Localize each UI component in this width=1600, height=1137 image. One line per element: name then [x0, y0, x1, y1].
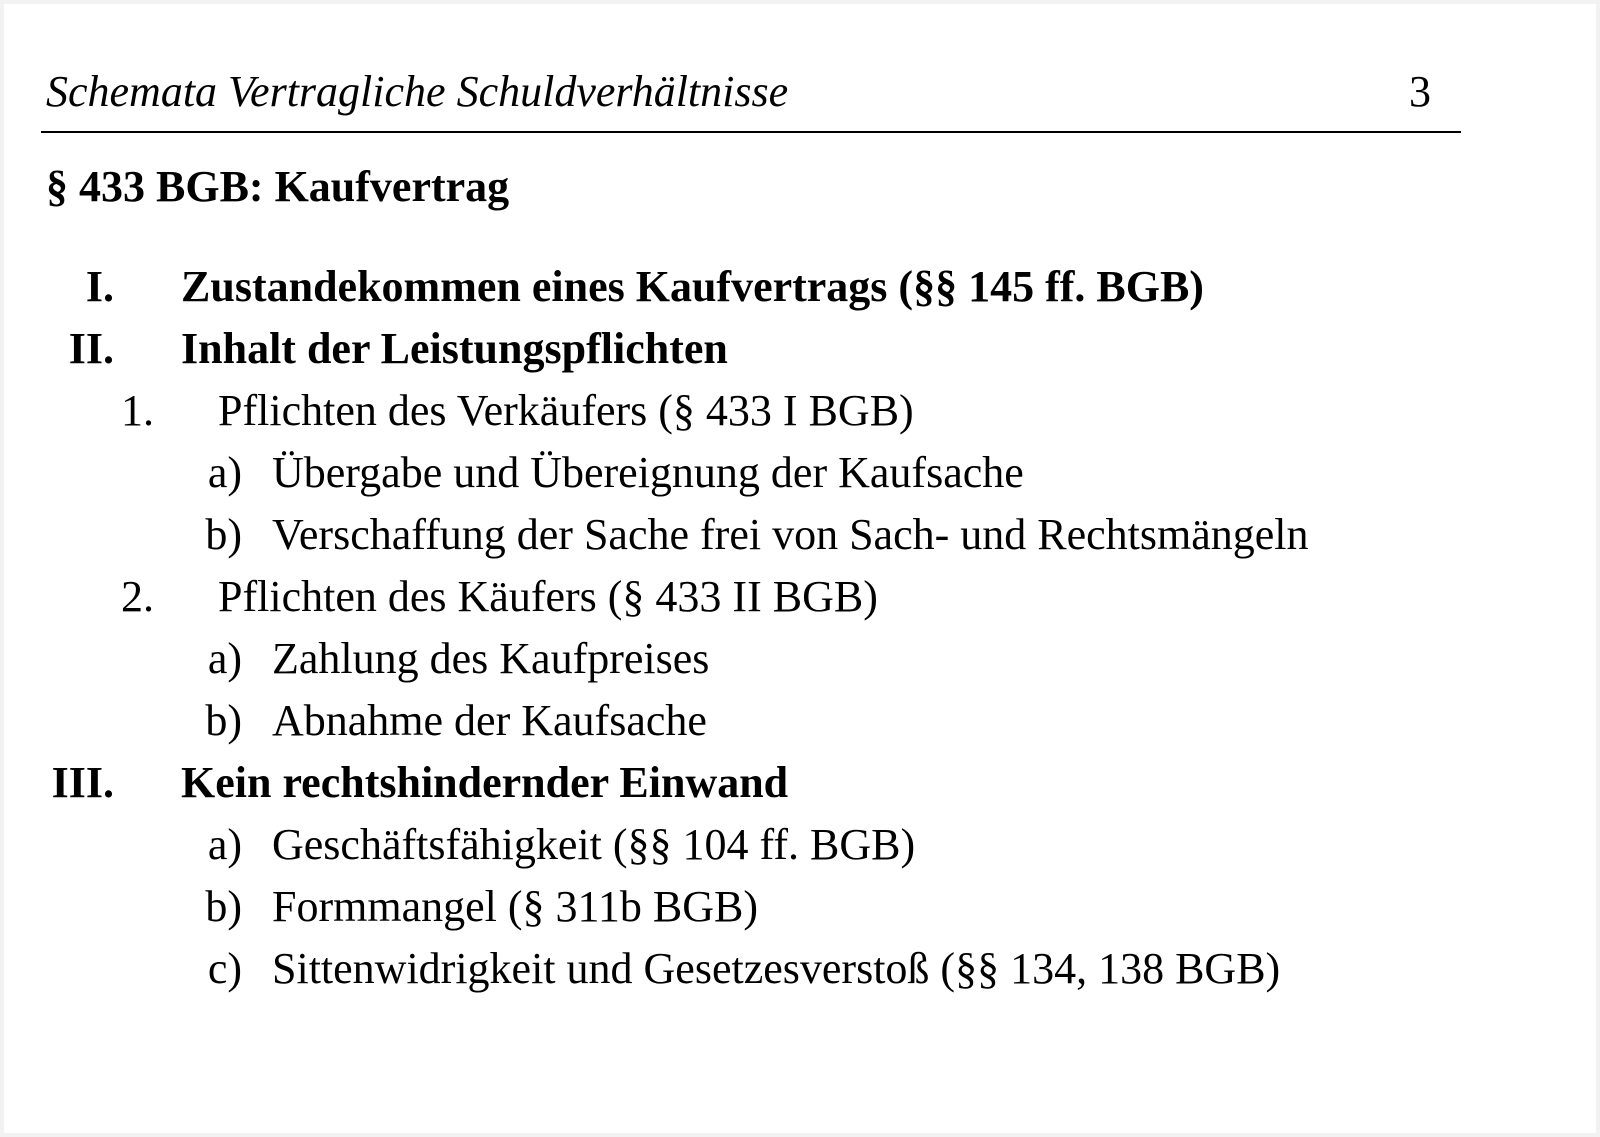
outline-marker: 2.	[121, 572, 154, 621]
outline-marker: II.	[68, 324, 114, 373]
outline-item	[4, 629, 1596, 689]
outline-marker: b)	[205, 696, 242, 745]
outline-text: Sittenwidrigkeit und Gesetzesverstoß (§§ 134, 138 BGB)	[272, 944, 1281, 993]
outline-text: Verschaffung der Sache frei von Sach- und Rechtsmängeln	[272, 510, 1309, 559]
page-number: 3	[1409, 67, 1431, 116]
document-page	[4, 4, 1596, 1133]
outline-marker: III.	[51, 758, 114, 807]
outline-text: Abnahme der Kaufsache	[272, 696, 707, 745]
outline-text: Pflichten des Verkäufers (§ 433 I BGB)	[218, 386, 914, 435]
outline-marker: a)	[207, 820, 242, 869]
outline-text: Inhalt der Leistungspflichten	[181, 324, 728, 373]
outline-item	[4, 257, 1596, 317]
outline-text: Formmangel (§ 311b BGB)	[272, 882, 758, 931]
outline-marker: b)	[205, 510, 242, 559]
header-title: Schemata Vertragliche Schuldverhältnisse	[46, 67, 789, 116]
outline-item	[4, 505, 1596, 565]
outline-marker: b)	[205, 882, 242, 931]
outline-marker: c)	[207, 944, 242, 993]
outline-text: Geschäftsfähigkeit (§§ 104 ff. BGB)	[272, 820, 916, 869]
outline-item	[4, 443, 1596, 503]
outline-item	[4, 319, 1596, 379]
outline-item	[4, 691, 1596, 751]
outline-item	[4, 753, 1596, 813]
outline-text: Zustandekommen eines Kaufvertrags (§§ 145 ff. BGB)	[181, 262, 1204, 311]
outline-text: Zahlung des Kaufpreises	[272, 634, 710, 683]
outline-text: Kein rechtshindernder Einwand	[181, 758, 789, 807]
outline-item	[4, 381, 1596, 441]
document-title: § 433 BGB: Kaufvertrag	[46, 162, 510, 211]
outline-marker: I.	[85, 262, 114, 311]
header-divider	[41, 131, 1461, 133]
outline-marker: 1.	[121, 386, 154, 435]
outline-item	[4, 877, 1596, 937]
outline-item	[4, 815, 1596, 875]
outline-item	[4, 567, 1596, 627]
outline-marker: a)	[207, 448, 242, 497]
outline-marker: a)	[207, 634, 242, 683]
outline-text: Übergabe und Übereignung der Kaufsache	[272, 448, 1024, 497]
outline-text: Pflichten des Käufers (§ 433 II BGB)	[218, 572, 878, 621]
outline-item	[4, 939, 1596, 999]
running-header	[46, 66, 1471, 118]
